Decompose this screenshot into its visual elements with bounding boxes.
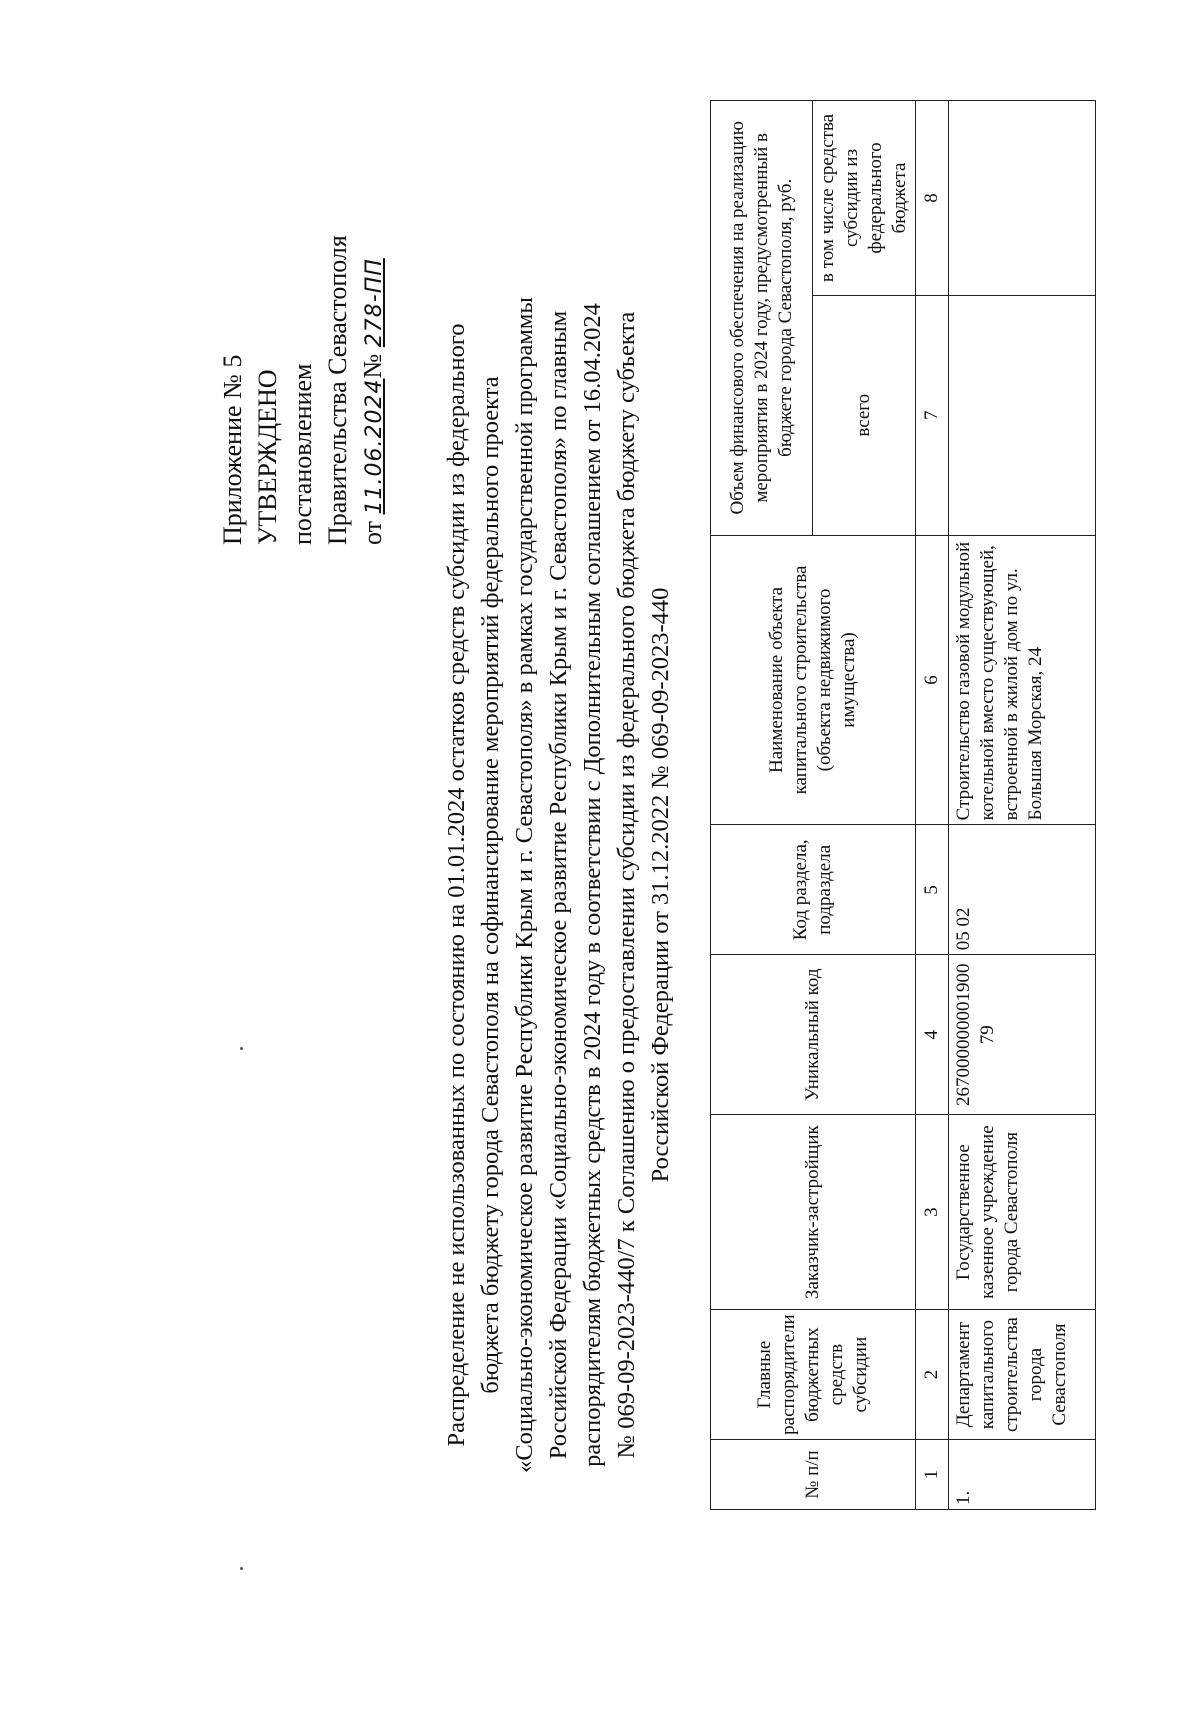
header-total: всего [813, 295, 916, 535]
header-funding-group: Объем финансового обеспечения на реализацию мероприятия в 2024 году, предусмотренный в бюджете города Севастополя, руб. [711, 101, 813, 536]
column-number: 3 [916, 1115, 949, 1310]
row-unique-code: 26700000000190079 [949, 955, 1096, 1115]
heading-line: № 069-09-2023-440/7 к Соглашению о предоставлении субсидии из федерального бюджета бюджету субъекта [613, 311, 640, 1459]
column-number: 4 [916, 955, 949, 1115]
row-section-code: 05 02 [949, 825, 1096, 955]
government-label: Правительства Севастополя [323, 235, 352, 545]
resolution-date: 11.06.2024 [362, 378, 387, 515]
row-object-name: Строительство газовой модульной котельной вместо существующей, встроенной в жилой дом по ул. Большая Морская, 24 [949, 535, 1096, 825]
header-customer: Заказчик-застройщик [711, 1115, 916, 1310]
column-number: 6 [916, 535, 949, 825]
header-federal-part: в том числе средства субсидии из федерального бюджета [813, 101, 916, 296]
heading-line: Российской Федерации «Социально-экономическое развитие Республики Крым и г. Севастополя» по главным [545, 310, 572, 1460]
heading-line: Распределение не использованных по состоянию на 01.01.2024 остатков средств субсидии из федерального [443, 323, 470, 1447]
document-heading [440, 210, 678, 1560]
table-row [949, 101, 1096, 1510]
heading-line: распорядителям бюджетных средств в 2024 году в соответствии с Дополнительным соглашением от 16.04.2024 [579, 303, 606, 1467]
number-sign: № [358, 353, 387, 379]
heading-line: «Социально-экономическое развитие Республики Крым и г. Севастополя» в рамках государственной программы [511, 297, 538, 1473]
header-num: № п/п [711, 1440, 916, 1510]
heading-line: Российской Федерации от 31.12.2022 № 069-09-2023-440 [647, 587, 674, 1183]
row-total [949, 295, 1096, 535]
column-number: 2 [916, 1310, 949, 1440]
header-main-managers: Главные распорядители бюджетных средств субсидии [711, 1310, 916, 1440]
scan-speck [240, 1567, 243, 1570]
row-num: 1. [949, 1440, 1096, 1510]
resolution-date-line [355, 45, 392, 545]
column-number: 7 [916, 295, 949, 535]
column-number: 8 [916, 101, 949, 296]
row-customer: Государственное казенное учреждение города Севастополя [949, 1115, 1096, 1310]
header-section-code: Код раздела, подраздела [711, 825, 916, 955]
row-federal-part [949, 101, 1096, 296]
column-number-row [916, 101, 949, 1510]
column-number: 1 [916, 1440, 949, 1510]
appendix-number: Приложение № 5 [218, 354, 247, 545]
distribution-table [710, 100, 1096, 1510]
heading-line: бюджета бюджету города Севастополя на софинансирование мероприятий федерального проекта [477, 376, 504, 1394]
header-row [711, 101, 813, 1510]
resolution-label: постановлением [288, 363, 317, 545]
column-number: 5 [916, 825, 949, 955]
from-prefix: от [358, 520, 387, 545]
header-unique-code: Уникальный код [711, 955, 916, 1115]
resolution-number: 278-ПП [362, 258, 387, 348]
approved-label: УТВЕРЖДЕНО [253, 369, 282, 545]
header-object-name: Наименование объекта капитального строительства (объекта недвижимого имущества) [711, 535, 916, 825]
row-main-manager: Департамент капитального строительства города Севастополя [949, 1310, 1096, 1440]
scan-speck [240, 1047, 243, 1050]
approval-stamp-block [215, 45, 392, 545]
